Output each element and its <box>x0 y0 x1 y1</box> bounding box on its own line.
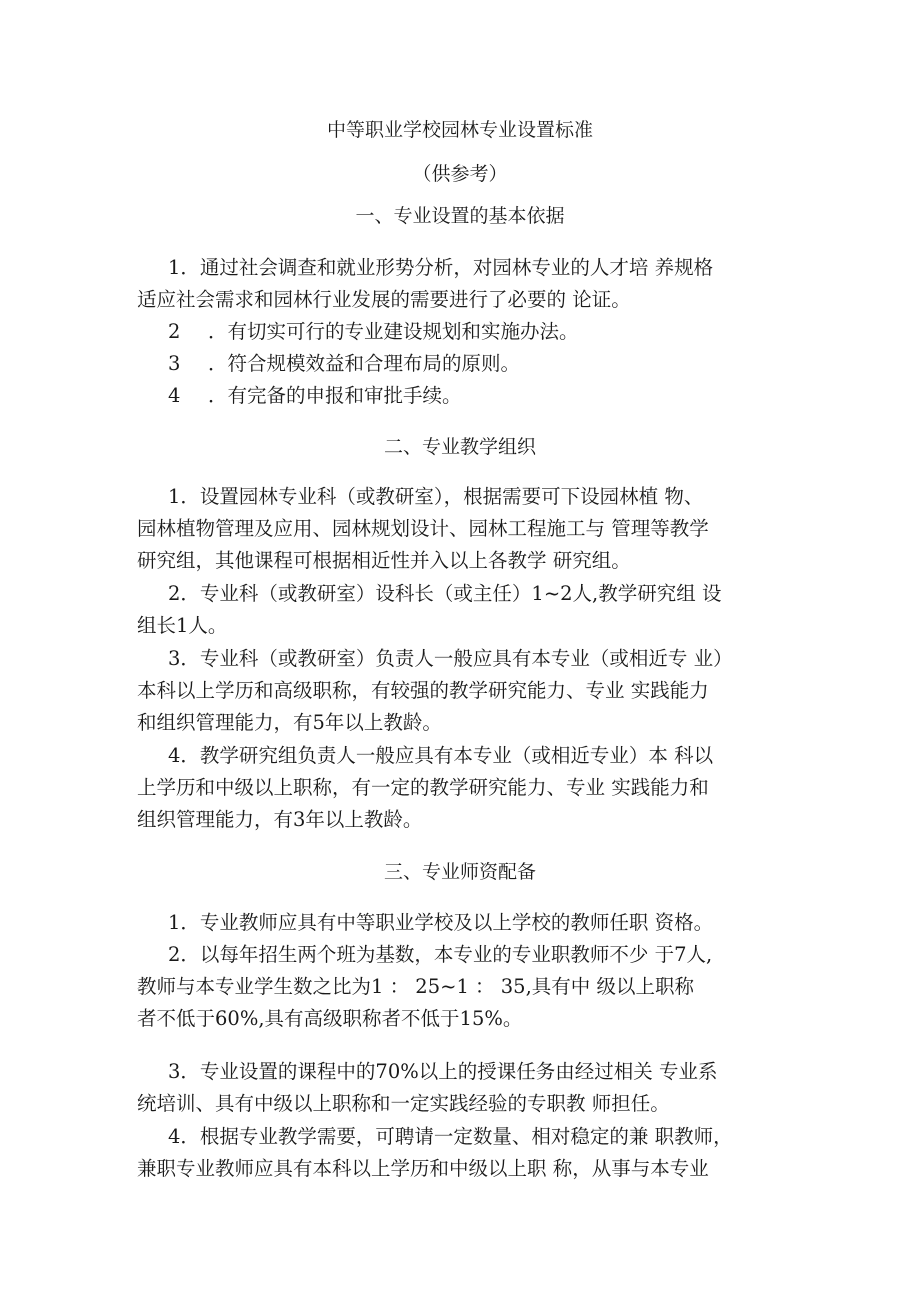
paragraph-line: 1．设置园林专业科（或教研室），根据需要可下设园林植 物、 <box>168 485 704 508</box>
paragraph-line: 者不低于60%,具有高级职称者不低于15%。 <box>137 1007 523 1030</box>
paragraph-line: 2．以每年招生两个班为基数，本专业的专业职教师不少 于7人, <box>168 943 713 966</box>
section-heading-3: 三、专业师资配备 <box>383 861 536 883</box>
paragraph-line: 1．专业教师应具有中等职业学校及以上学校的教师任职 资格。 <box>168 911 714 934</box>
paragraph-line <box>168 351 520 377</box>
document-subtitle: （供参考） <box>412 163 508 185</box>
paragraph-line <box>168 383 462 409</box>
list-number: 4 <box>168 384 181 407</box>
list-number: 3 <box>168 352 181 375</box>
document-title: 中等职业学校园林专业设置标准 <box>326 119 593 141</box>
paragraph-line: 上学历和中级以上职称，有一定的教学研究能力、专业 实践能力和 <box>137 776 709 799</box>
paragraph-line: 组织管理能力，有3年以上教龄。 <box>137 808 423 831</box>
paragraph-line: 适应社会需求和园林行业发展的需要进行了必要的 论证。 <box>137 288 631 311</box>
paragraph-line: 和组织管理能力，有5年以上教龄。 <box>137 711 442 734</box>
paragraph-line <box>168 319 579 345</box>
paragraph-line: 研究组，其他课程可根据相近性并入以上各教学 研究组。 <box>137 549 631 572</box>
paragraph-line: 2．专业科（或教研室）设科长（或主任）1~2人,教学研究组 设 <box>168 582 722 605</box>
list-number: 2 <box>168 320 181 343</box>
paragraph-line: 组长1人。 <box>137 614 228 637</box>
paragraph-line: 本科以上学历和高级职称，有较强的教学研究能力、专业 实践能力 <box>137 679 709 702</box>
list-text: ．有完备的申报和审批手续。 <box>208 384 462 407</box>
list-text: ．符合规模效益和合理布局的原则。 <box>208 352 521 375</box>
section-heading-2: 二、专业教学组织 <box>383 436 536 458</box>
paragraph-line: 3．专业科（或教研室）负责人一般应具有本专业（或相近专 业） <box>168 647 733 670</box>
paragraph-line: 兼职专业教师应具有本科以上学历和中级以上职 称，从事与本专业 <box>137 1157 709 1180</box>
section-heading-1: 一、专业设置的基本依据 <box>355 205 565 227</box>
paragraph-line: 4．根据专业教学需要，可聘请一定数量、相对稳定的兼 职教师， <box>168 1125 733 1148</box>
paragraph-line: 1．通过社会调查和就业形势分析，对园林专业的人才培 养规格 <box>168 256 714 279</box>
paragraph-line: 园林植物管理及应用、园林规划设计、园林工程施工与 管理等教学 <box>137 517 709 540</box>
paragraph-line: 统培训、具有中级以上职称和一定实践经验的专职教 师担任。 <box>137 1092 670 1115</box>
paragraph-line: 3．专业设置的课程中的70%以上的授课任务由经过相关 专业系 <box>168 1060 718 1083</box>
paragraph-line: 4．教学研究组负责人一般应具有本专业（或相近专业）本 科以 <box>168 744 714 767</box>
list-text: ．有切实可行的专业建设规划和实施办法。 <box>208 320 579 343</box>
paragraph-line: 教师与本专业学生数之比为1 ： 25~1 ： 35,具有中 级以上职称 <box>137 975 694 998</box>
